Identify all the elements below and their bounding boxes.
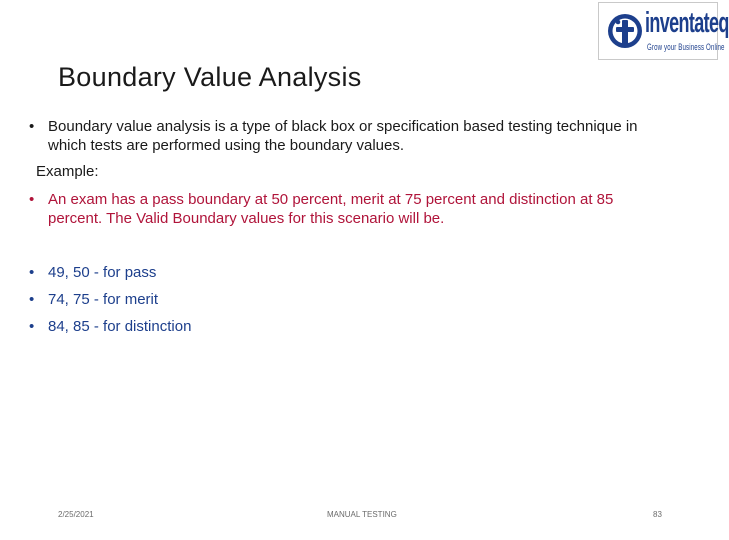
value-item-distinction	[29, 316, 192, 337]
intro-line-1: Boundary value analysis is a type of black box or specification based testing technique in	[48, 118, 638, 135]
example-continuation	[48, 208, 444, 229]
bullet-icon: •	[29, 118, 35, 135]
intro-continuation	[48, 135, 404, 156]
logo-tagline: Grow your Business Online	[647, 42, 725, 52]
footer-date: 2/25/2021	[58, 510, 94, 519]
example-bullet	[29, 189, 614, 210]
intro-line-2: which tests are performed using the boundary values.	[48, 137, 405, 154]
intro-bullet	[29, 116, 638, 137]
slide-title: Boundary Value Analysis	[58, 62, 362, 92]
value-text: 84, 85 - for distinction	[48, 318, 192, 335]
bullet-icon: •	[29, 191, 35, 208]
bullet-icon: •	[29, 264, 35, 281]
company-logo	[598, 2, 729, 60]
example-label-text: Example:	[36, 163, 99, 180]
value-text: 74, 75 - for merit	[48, 291, 159, 308]
footer-page-number: 83	[653, 510, 662, 519]
example-line-2: percent. The Valid Boundary values for this scenario will be.	[48, 210, 445, 227]
value-text: 49, 50 - for pass	[48, 264, 157, 281]
value-item-pass	[29, 262, 157, 283]
example-line-1: An exam has a pass boundary at 50 percent, merit at 75 percent and distinction at 85	[48, 191, 614, 208]
bullet-icon: •	[29, 291, 35, 308]
value-item-merit	[29, 289, 159, 310]
footer-title: MANUAL TESTING	[327, 510, 397, 519]
logo-wordmark: inventateq	[645, 7, 729, 39]
example-label	[36, 161, 99, 182]
logo-icon	[607, 11, 643, 51]
bullet-icon: •	[29, 318, 35, 335]
